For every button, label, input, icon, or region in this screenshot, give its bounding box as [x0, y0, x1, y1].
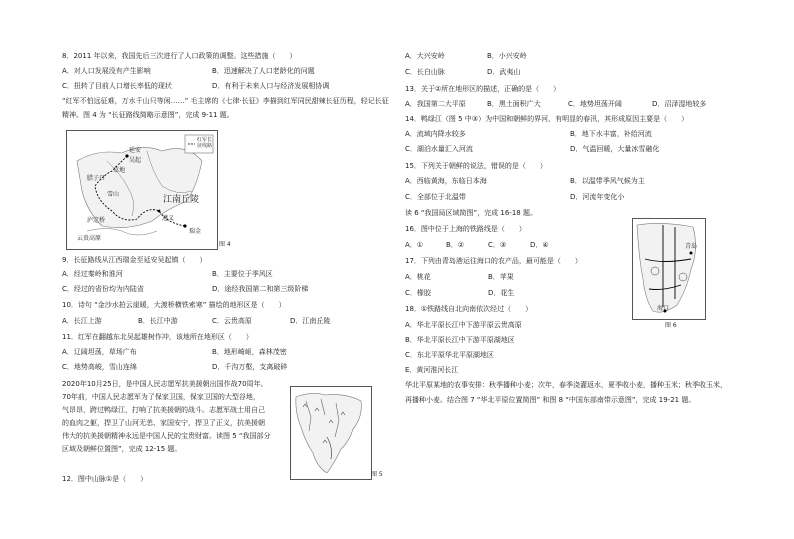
passage-longmarch-2: 精神。图 4 为 “长征路线简略示意图”，完成 9-11 题。: [62, 111, 234, 119]
q8-option-d: D．有利于未来人口与经济发展相协调: [212, 82, 330, 90]
q13-title: 13．关于②所在地形区的描述，正确的是（ ）: [405, 85, 561, 93]
figure-6-railway-map: [632, 218, 706, 320]
q13-option-b: B．黑土面积广大: [487, 100, 541, 108]
q15-option-a: A．西临黄海，东临日本海: [405, 177, 487, 185]
q9-option-b: B．主要位于季风区: [212, 270, 273, 278]
figure-5-label: 图 5: [371, 471, 383, 478]
q15-option-b: B．以温带季风气候为主: [570, 177, 645, 185]
q16-title: 16．图中位于上海的铁路线是（ ）: [405, 225, 526, 233]
q11-option-b: B．地形崎岖，森林茂密: [212, 348, 287, 356]
q12-option-d: D．武夷山: [487, 68, 521, 76]
figure-4-label: 图 4: [219, 241, 231, 248]
figure-4-longmarch-map: [66, 130, 218, 250]
fig4-place-jiangnan: 江南丘陵: [163, 195, 200, 205]
q16-option-c: C．③: [488, 241, 507, 249]
q14-option-d: D．气温回暖，大量冰雪融化: [570, 145, 660, 153]
fig4-place-yanan: 延安: [129, 147, 142, 154]
passage-2020-1: 2020年10月25日，是中国人民志愿军抗美援朝出国作战70周年。: [62, 380, 268, 388]
q13-option-a: A．我国第二大平原: [405, 100, 466, 108]
q10-option-c: C．云贵高原: [212, 317, 252, 325]
korea-map-svg: [291, 387, 371, 479]
q15-title: 15．下列关于朝鲜的说法，错误的是（ ）: [405, 162, 547, 170]
q14-option-b: B．地下水丰富，补给河流: [570, 130, 652, 138]
fig4-place-zunyi: 遵义: [162, 215, 175, 222]
passage-2020-3: 气昂昂，跨过鸭绿江，打响了抗美援朝的战斗。志愿军战士用自己: [62, 406, 265, 414]
q16-option-b: B．②: [446, 241, 465, 249]
q17-option-c: C．橡胶: [405, 289, 431, 297]
q11-title: 11．红军在翻越东北吴起雄树作冲，该地所在地形区（ ）: [62, 333, 253, 341]
q10-option-d: D．江南丘陵: [290, 317, 331, 325]
passage-2020-6: 区域及朝鲜位置图”，完成 12-15 题。: [62, 445, 182, 453]
q9-option-a: A．经过秦岭和淮河: [62, 270, 123, 278]
q12-option-c: C．长白山脉: [405, 68, 445, 76]
q11-option-a: A．辽阔坦荡，草场广布: [62, 348, 137, 356]
fig4-place-yungui: 云贵高原: [77, 235, 102, 242]
q18-option-b: B．华北平原长江中下游平原湖地区: [405, 336, 515, 344]
passage-2020-5: 伟大的抗美援朝精神永远是中国人民的宝贵财富。读图 5 “我国部分: [62, 432, 271, 440]
fig4-place-wuqi: 吴起: [129, 157, 142, 164]
fig4-place-ludingqiao: 泸定桥: [87, 217, 106, 224]
q10-option-a: A．长江上游: [62, 317, 102, 325]
fig6-place-haikou: 海口: [657, 305, 670, 312]
figure-5-korea-map: [290, 386, 372, 480]
q8-option-c: C．扭转了目前人口增长率低的现状: [62, 82, 172, 90]
fig4-place-xueshan: 雪山: [107, 191, 120, 198]
q9-title: 9．长征路线从江西瑞金至延安吴起镇（ ）: [62, 256, 207, 264]
railway-map-svg: [633, 219, 705, 319]
q18-option-c: C．东北平原华北平原湖地区: [405, 351, 494, 359]
fig4-place-ruijin: 瑞金: [189, 228, 202, 235]
q11-option-d: D．千沟万壑，支离破碎: [212, 363, 288, 371]
q13-option-c: C．地势坦荡开阔: [568, 100, 622, 108]
q18-title: 18．①铁路线自北向南依次经过（ ）: [405, 305, 533, 313]
figure-6-label: 图 6: [665, 322, 677, 329]
passage-longmarch-1: “红军不怕远征难，万水千山只等闲……” 毛主席的《七律·长征》李描到红军同民甜辣长征历程，轻记长征: [62, 97, 389, 105]
fig4-legend: 红军长征线路: [197, 137, 213, 149]
q9-option-d: D．途经我国第二和第三级阶梯: [212, 285, 309, 293]
q17-option-b: B．苹果: [488, 273, 514, 281]
q8-option-a: A．对人口发展没有产生影响: [62, 67, 151, 75]
passage-19-1: 华北平原某地的农事安排：秋季播种小麦；次年，春季浇灌返水，夏季收小麦，播种玉米；秋季收玉米，: [405, 381, 727, 389]
fig4-place-lazikou: 腊子口: [87, 175, 106, 182]
q15-option-d: D．河流年变化小: [570, 193, 625, 201]
q15-option-c: C．全部位于北温带: [405, 193, 466, 201]
fig6-place-qingdao: 青岛: [685, 243, 698, 250]
q14-title: 14．鸭绿江（图 5 中③）为中国和朝鲜的界河，有明显的春汛，其形成原因主要是（ ）: [405, 115, 689, 123]
q11-option-c: C．地势高峻，雪山连绵: [62, 363, 137, 371]
q12-option-a: A．大兴安岭: [405, 52, 445, 60]
q8-title: 8．2011 年以来，我国先后三次进行了人口政策的调整。这些措施（ ）: [62, 52, 297, 60]
q9-option-c: C．经过的省份均为内陆省: [62, 285, 144, 293]
q10-option-b: B．长江中游: [138, 317, 178, 325]
q8-option-b: B．迅速解决了人口老龄化的问题: [212, 67, 315, 75]
q14-option-c: C．湖泊水量汇入河流: [405, 145, 473, 153]
q14-option-a: A．流域内降水较多: [405, 130, 466, 138]
q16-option-a: A．①: [405, 241, 424, 249]
passage-16: 读 6 “我国局区域简图”，完成 16-18 题。: [405, 209, 537, 217]
fig4-place-caodi: 草地: [113, 167, 126, 174]
q18-option-a: A．华北平原长江中下游平原云贵高原: [405, 321, 522, 329]
passage-19-2: 再播种小麦。结合图 7 “华北平原位置简图” 和图 8 “中国东部南带示意图”，完成 19-21 题。: [405, 396, 696, 404]
q17-title: 17．下列由青岛港运往海口的农产品，最可能是（ ）: [405, 257, 582, 265]
q18-option-e: E．黄河淮河长江: [405, 366, 459, 374]
passage-2020-2: 70年前，中国人民志愿军为了保家卫国，保家卫国的大型谷地，: [62, 393, 260, 401]
q13-option-d: D．沼泽湿地较多: [652, 100, 707, 108]
q16-option-d: D．④: [530, 241, 549, 249]
q17-option-d: D．花生: [488, 289, 515, 297]
q10-title: 10．诗句 “金沙水拍云崖暖，大渡桥横铁索寒” 描绘的地形区是（ ）: [62, 301, 286, 309]
passage-2020-4: 的血肉之躯，捍卫了山河无恙、家国安宁，捍卫了正义，抗美援朝: [62, 419, 265, 427]
q12-option-b: B．小兴安岭: [487, 52, 527, 60]
q12-title: 12．图中山脉①是（ ）: [62, 475, 148, 483]
q17-option-a: A．桃花: [405, 273, 431, 281]
